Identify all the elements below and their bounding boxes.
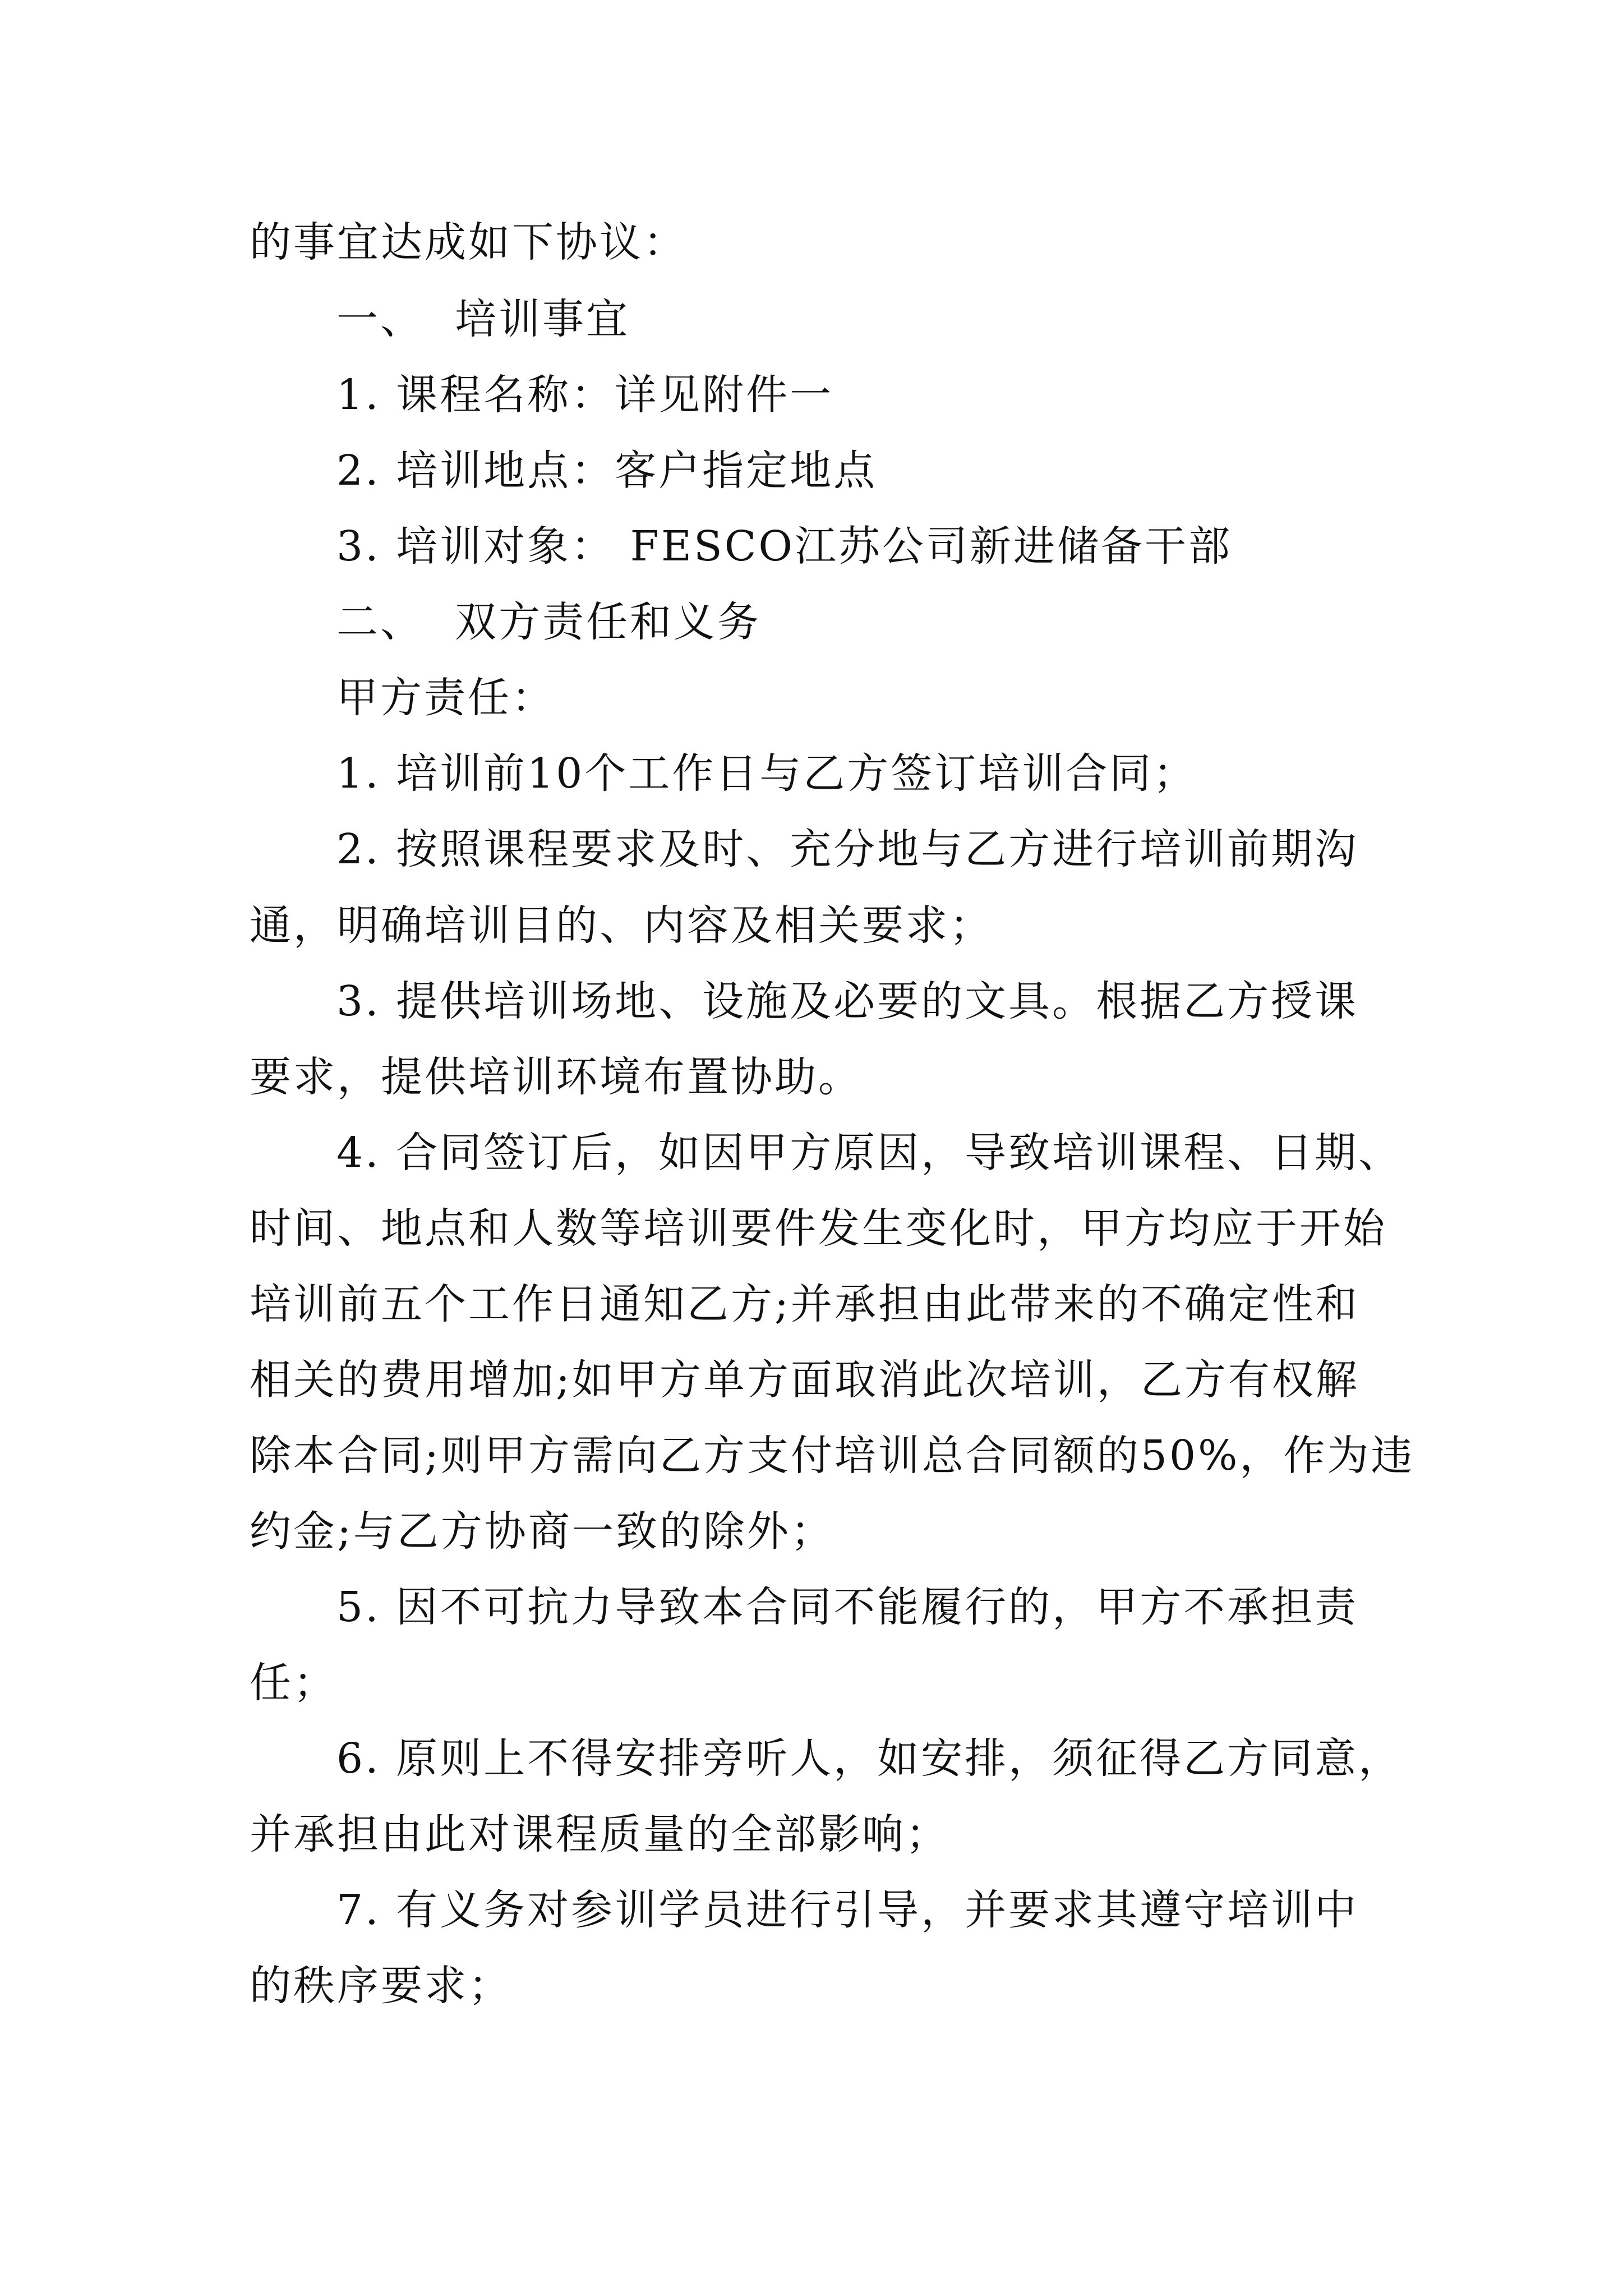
paragraph-line: 相关的费用增加;如甲方单方面取消此次培训，乙方有权解: [250, 1356, 1359, 1404]
paragraph-line: 并承担由此对课程质量的全部影响；: [250, 1810, 949, 1858]
paragraph-line: 的事宜达成如下协议：: [250, 218, 687, 266]
section-heading: 二、 双方责任和义务: [336, 598, 762, 646]
list-item: 2. 培训地点：客户指定地点: [336, 447, 878, 495]
paragraph-line: 培训前五个工作日通知乙方;并承担由此带来的不确定性和: [250, 1280, 1359, 1328]
paragraph-line: 任；: [250, 1659, 337, 1707]
list-item: 2. 按照课程要求及时、充分地与乙方进行培训前期沟: [336, 825, 1359, 873]
list-item: 5. 因不可抗力导致本合同不能履行的，甲方不承担责: [336, 1583, 1359, 1631]
section-heading: 一、 培训事宜: [336, 295, 630, 343]
paragraph-line: 要求，提供培训环境布置协助。: [250, 1053, 862, 1101]
paragraph-line: 除本合同;则甲方需向乙方支付培训总合同额的50%，作为违: [250, 1432, 1415, 1480]
paragraph-line: 时间、地点和人数等培训要件发生变化时，甲方均应于开始: [250, 1204, 1387, 1253]
list-item: 3. 培训对象： FESCO江苏公司新进储备干部: [336, 522, 1232, 570]
list-item: 6. 原则上不得安排旁听人，如安排，须征得乙方同意，: [336, 1734, 1403, 1783]
subheading: 甲方责任：: [336, 674, 555, 722]
list-item: 3. 提供培训场地、设施及必要的文具。根据乙方授课: [336, 977, 1359, 1025]
paragraph-line: 通，明确培训目的、内容及相关要求；: [250, 901, 993, 950]
list-item: 1. 培训前10个工作日与乙方签订培训合同；: [336, 749, 1197, 798]
paragraph-line: 约金;与乙方协商一致的除外；: [250, 1507, 834, 1556]
list-item: 4. 合同签订后，如因甲方原因，导致培训课程、日期、: [336, 1129, 1403, 1177]
list-item: 7. 有义务对参训学员进行引导，并要求其遵守培训中: [336, 1886, 1359, 1934]
paragraph-line: 的秩序要求；: [250, 1962, 512, 2010]
list-item: 1. 课程名称：详见附件一: [336, 371, 834, 419]
